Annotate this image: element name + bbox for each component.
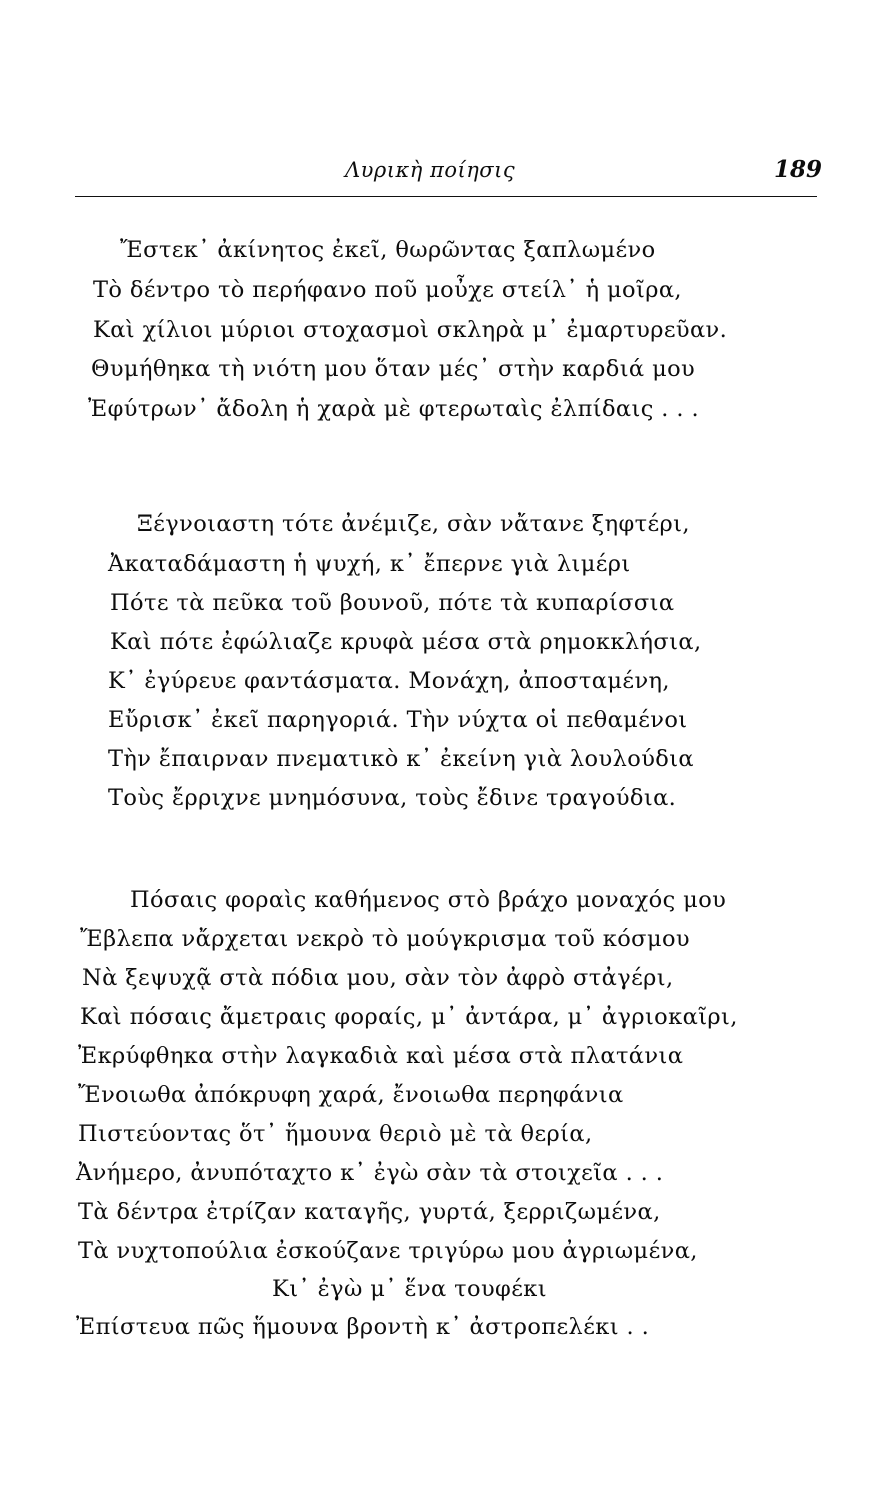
verse-line: Ξέγνοιαστη τότε ἀνέμιζε, σὰν νἄτανε ξηφτέρι, bbox=[137, 511, 690, 537]
verse-line: Ἐπίστευα πῶς ἥμουνα βροντὴ κ᾿ ἀστροπελέκι . . bbox=[76, 1314, 650, 1340]
verse-line: Τὴν ἔπαιρναν πνεματικὸ κ᾿ ἐκείνη γιὰ λουλούδια bbox=[108, 746, 695, 772]
verse-line: Εὔρισκ᾿ ἐκεῖ παρηγοριά. Τὴν νύχτα οἱ πεθαμένοι bbox=[108, 707, 688, 733]
verse-line: Κ᾿ ἐγύρευε φαντάσματα. Μονάχη, ἀποσταμένη, bbox=[108, 668, 670, 694]
verse-line: Τὸ δέντρο τὸ περήφανο ποῦ μοὖχε στείλ᾿ ἡ μοῖρα, bbox=[93, 277, 682, 303]
verse-line: Θυμήθηκα τὴ νιότη μου ὅταν μές᾿ στὴν καρδιά μου bbox=[91, 356, 696, 382]
verse-line: Πόσαις φοραὶς καθήμενος στὸ βράχο μοναχός μου bbox=[130, 887, 727, 913]
header-rule bbox=[75, 196, 817, 197]
running-head bbox=[0, 158, 883, 188]
verse-line: Ἐφύτρων᾿ ἄδολη ἡ χαρὰ μὲ φτερωταὶς ἐλπίδαις . . . bbox=[88, 396, 700, 422]
running-title: Λυρικὴ ποίησις bbox=[345, 158, 516, 182]
verse-line: Καὶ πότε ἐφώλιαζε κρυφὰ μέσα στὰ ρημοκκλήσια, bbox=[110, 629, 702, 655]
verse-line: Ἀκαταδάμαστη ἡ ψυχή, κ᾿ ἔπερνε γιὰ λιμέρι bbox=[108, 551, 631, 577]
page-number: 189 bbox=[774, 156, 823, 183]
verse-line: Κι᾿ ἐγὼ μ᾿ ἕνα τουφέκι bbox=[272, 1276, 547, 1302]
verse-line: Πιστεύοντας ὅτ᾿ ἥμουνα θεριὸ μὲ τὰ θερία, bbox=[78, 1121, 593, 1147]
verse-line: Καὶ χίλιοι μύριοι στοχασμοὶ σκληρὰ μ᾿ ἐμαρτυρεῦαν. bbox=[93, 317, 728, 343]
verse-line: Πότε τὰ πεῦκα τοῦ βουνοῦ, πότε τὰ κυπαρίσσια bbox=[110, 590, 675, 616]
verse-line: Τοὺς ἔρριχνε μνημόσυνα, τοὺς ἔδινε τραγούδια. bbox=[108, 785, 677, 811]
verse-line: Ἔβλεπα νἄρχεται νεκρὸ τὸ μούγκρισμα τοῦ κόσμου bbox=[80, 926, 690, 952]
verse-line: Τὰ δέντρα ἐτρίζαν καταγῆς, γυρτά, ξερριζωμένα, bbox=[78, 1199, 661, 1225]
verse-line: Ἀνήμερο, ἀνυπόταχτο κ᾿ ἐγὼ σὰν τὰ στοιχεῖα . . . bbox=[76, 1160, 664, 1186]
verse-line: Ἔστεκ᾿ ἀκίνητος ἐκεῖ, θωρῶντας ξαπλωμένο bbox=[120, 237, 656, 263]
verse-line: Τὰ νυχτοπούλια ἐσκούζανε τριγύρω μου ἀγριωμένα, bbox=[78, 1238, 698, 1264]
verse-line: Καὶ πόσαις ἄμετραις φοραίς, μ᾿ ἀντάρα, μ᾿ ἀγριοκαῖρι, bbox=[80, 1004, 738, 1030]
verse-line: Νὰ ξεψυχᾷ στὰ πόδια μου, σὰν τὸν ἀφρὸ στἀγέρι, bbox=[82, 965, 674, 991]
verse-line: Ἔνοιωθα ἀπόκρυφη χαρά, ἔνοιωθα περηφάνια bbox=[78, 1082, 624, 1108]
verse-line: Ἐκρύφθηκα στὴν λαγκαδιὰ καὶ μέσα στὰ πλατάνια bbox=[78, 1043, 684, 1069]
